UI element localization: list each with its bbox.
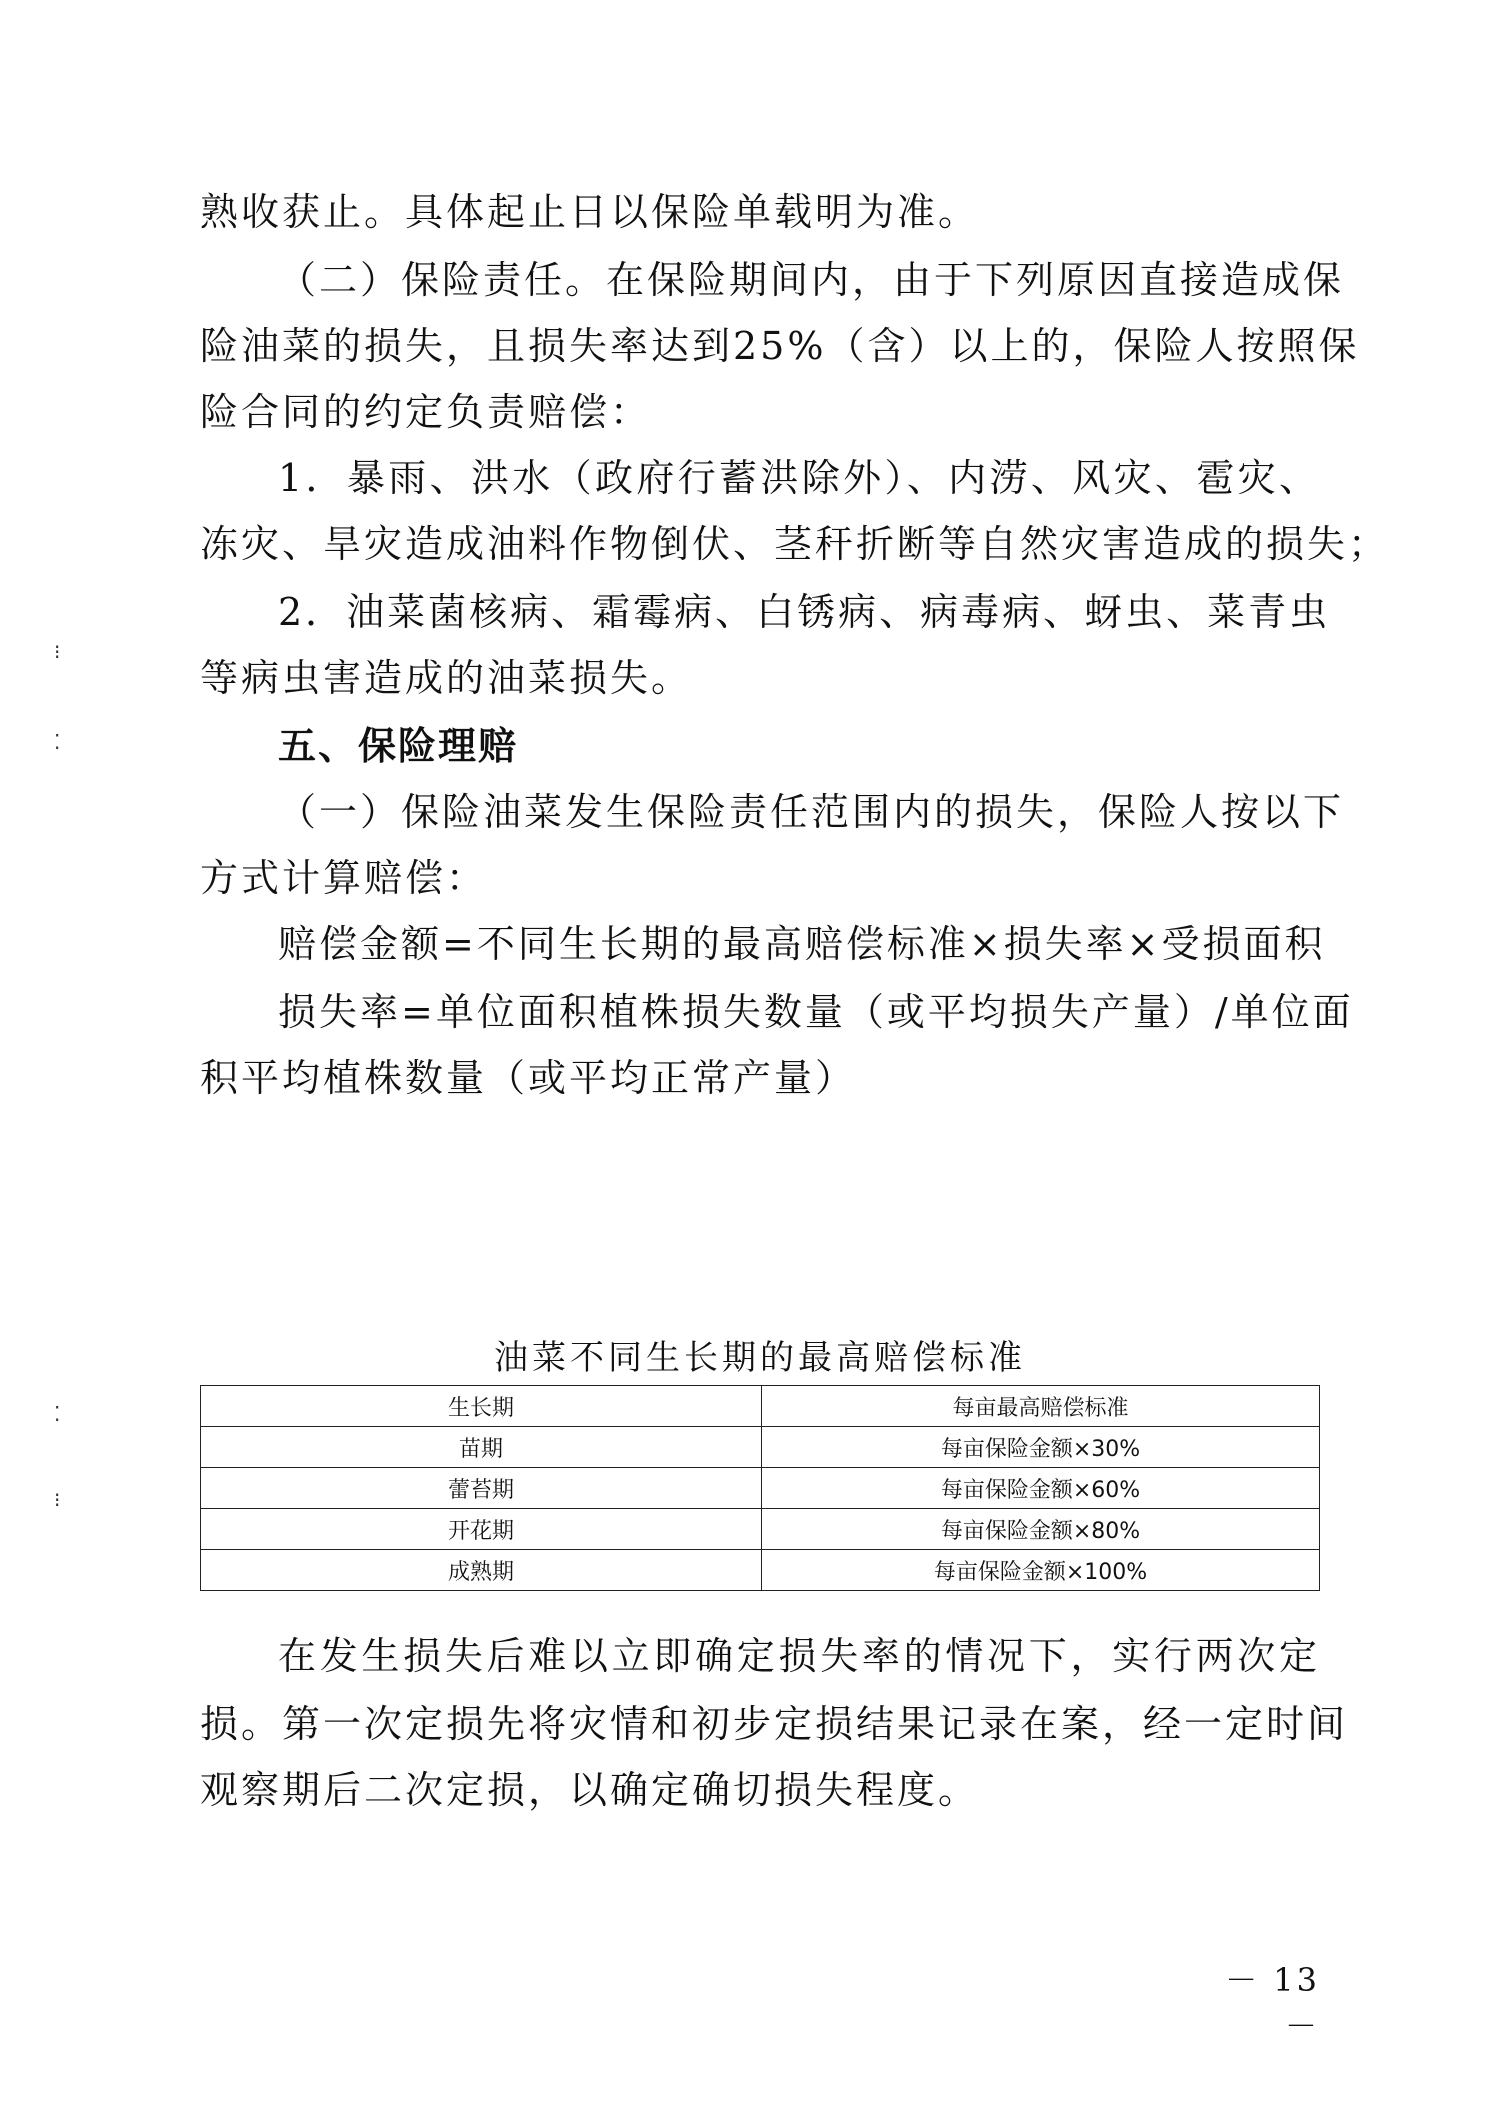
- table-title: 油菜不同生长期的最高赔偿标准: [494, 1338, 1026, 1378]
- table-cell: 每亩保险金额×30%: [762, 1427, 1320, 1468]
- paragraph-line: 险合同的约定负责赔偿：: [200, 390, 652, 434]
- paragraph-line: （二）保险责任。在保险期间内，由于下列原因直接造成保: [278, 258, 1345, 302]
- table-cell: 成熟期: [201, 1550, 762, 1591]
- paragraph-line: 方式计算赔偿：: [200, 856, 488, 900]
- binding-mark: ⁚: [54, 1402, 61, 1426]
- table-cell: 开花期: [201, 1509, 762, 1550]
- page-number: － 13 －: [1225, 1961, 1320, 2045]
- table-cell: 每亩保险金额×60%: [762, 1468, 1320, 1509]
- paragraph-line: 2．油菜菌核病、霜霉病、白锈病、病毒病、蚜虫、菜青虫: [278, 590, 1331, 634]
- paragraph-line: 1．暴雨、洪水（政府行蓄洪除外）、内涝、风灾、雹灾、: [278, 456, 1320, 500]
- formula-line: 积平均植株数量（或平均正常产量）: [200, 1056, 857, 1100]
- table-row: [201, 1468, 1320, 1509]
- formula-line: 赔偿金额=不同生长期的最高赔偿标准×损失率×受损面积: [278, 922, 1326, 966]
- binding-mark: ⁝: [54, 640, 61, 664]
- table-row: [201, 1509, 1320, 1550]
- compensation-table: [200, 1385, 1320, 1591]
- table-header-row: [201, 1386, 1320, 1427]
- table-header-cell: 生长期: [201, 1386, 762, 1427]
- paragraph-line: 冻灾、旱灾造成油料作物倒伏、茎秆折断等自然灾害造成的损失；: [200, 522, 1390, 566]
- paragraph-line: （一）保险油菜发生保险责任范围内的损失，保险人按以下: [278, 790, 1345, 834]
- binding-mark: ⁝: [54, 1488, 61, 1512]
- table-cell: 蕾苔期: [201, 1468, 762, 1509]
- table-row: [201, 1427, 1320, 1468]
- table-cell: 每亩保险金额×100%: [762, 1550, 1320, 1591]
- table-cell: 每亩保险金额×80%: [762, 1509, 1320, 1550]
- formula-line: 损失率=单位面积植株损失数量（或平均损失产量）/单位面: [278, 990, 1354, 1034]
- paragraph-line: 险油菜的损失，且损失率达到25%（含）以上的，保险人按照保: [200, 324, 1360, 368]
- paragraph-line: 等病虫害造成的油菜损失。: [200, 656, 693, 700]
- table-row: [201, 1550, 1320, 1591]
- binding-mark: ⁚: [54, 730, 61, 754]
- paragraph-line: 在发生损失后难以立即确定损失率的情况下，实行两次定: [278, 1634, 1320, 1678]
- table-cell: 苗期: [201, 1427, 762, 1468]
- section-heading: 五、保险理赔: [278, 724, 519, 768]
- paragraph-line: 观察期后二次定损，以确定确切损失程度。: [200, 1768, 980, 1812]
- paragraph-line: 损。第一次定损先将灾情和初步定损结果记录在案，经一定时间: [200, 1702, 1349, 1746]
- table-header-cell: 每亩最高赔偿标准: [762, 1386, 1320, 1427]
- paragraph-line: 熟收获止。具体起止日以保险单载明为准。: [200, 190, 980, 234]
